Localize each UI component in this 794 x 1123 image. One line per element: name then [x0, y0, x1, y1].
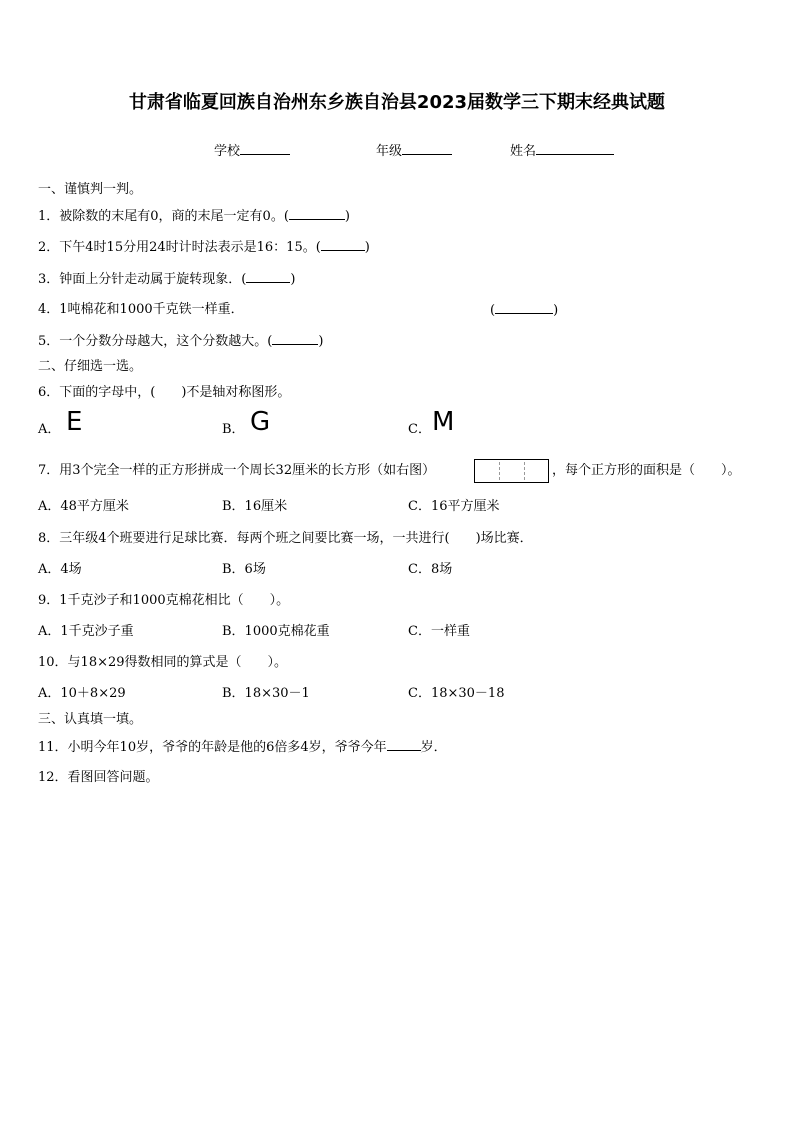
answer-blank-2[interactable]: [321, 238, 365, 251]
question-12: 12．看图回答问题。: [38, 770, 159, 785]
school-field: [214, 140, 290, 159]
q7-option-a[interactable]: A．48平方厘米: [38, 499, 129, 514]
answer-blank-5[interactable]: [272, 332, 318, 345]
question-10: 10．与18×29得数相同的算式是（ ）。: [38, 655, 288, 670]
section3-heading: 三、认真填一填。: [38, 712, 143, 727]
three-squares-rectangle-figure: [474, 459, 549, 483]
name-blank[interactable]: [536, 142, 614, 155]
q10-option-b[interactable]: B．18×30－1: [222, 686, 310, 701]
q8-option-a[interactable]: A．4场: [38, 562, 82, 577]
school-blank[interactable]: [240, 142, 290, 155]
question-6: 6．下面的字母中，( )不是轴对称图形。: [38, 385, 291, 400]
letter-e: E: [66, 407, 83, 437]
answer-blank-4[interactable]: [495, 301, 553, 314]
grade-label: 年级: [376, 144, 403, 159]
q8-option-c[interactable]: C．8场: [408, 562, 453, 577]
q7-option-b[interactable]: B．16厘米: [222, 499, 288, 514]
q9-option-a[interactable]: A．1千克沙子重: [38, 624, 134, 639]
answer-blank-3[interactable]: [246, 270, 290, 283]
q6-option-a[interactable]: A． E: [38, 407, 83, 437]
q8-option-b[interactable]: B．6场: [222, 562, 266, 577]
question-1: 1．被除数的末尾有0，商的末尾一定有0。( ): [38, 209, 350, 224]
question-11: 11．小明今年10岁，爷爷的年龄是他的6倍多4岁，爷爷今年 岁．: [38, 740, 447, 755]
question-5: 5．一个分数分母越大，这个分数越大。( ): [38, 334, 324, 349]
question-7-end: ，每个正方形的面积是（ ）。: [552, 463, 741, 478]
answer-blank-1[interactable]: [289, 207, 345, 220]
q7-option-c[interactable]: C．16平方厘米: [408, 499, 500, 514]
q6-option-c[interactable]: C． M: [408, 407, 455, 437]
school-label: 学校: [214, 144, 241, 159]
question-4: 4．1吨棉花和1000千克铁一样重．: [38, 302, 244, 317]
q9-option-c[interactable]: C．一样重: [408, 624, 470, 639]
question-9: 9．1千克沙子和1000克棉花相比（ ）。: [38, 593, 290, 608]
q10-option-c[interactable]: C．18×30－18: [408, 686, 505, 701]
section1-heading: 一、谨慎判一判。: [38, 182, 143, 197]
grade-blank[interactable]: [402, 142, 452, 155]
question-2: 2．下午4时15分用24时计时法表示是16：15。( ): [38, 240, 370, 255]
question-7: 7．用3个完全一样的正方形拼成一个周长32厘米的长方形（如右图）: [38, 463, 436, 478]
question-3: 3．钟面上分针走动属于旋转现象．( ): [38, 272, 296, 287]
q10-option-a[interactable]: A．10＋8×29: [38, 686, 126, 701]
question-8: 8．三年级4个班要进行足球比赛．每两个班之间要比赛一场，一共进行( )场比赛．: [38, 531, 533, 546]
question-4-answer: ( ): [490, 303, 559, 318]
name-label: 姓名: [510, 144, 537, 159]
letter-m: M: [432, 407, 455, 437]
section2-heading: 二、仔细选一选。: [38, 359, 143, 374]
letter-g: G: [250, 407, 271, 437]
answer-blank-11[interactable]: [387, 738, 421, 751]
q6-option-b[interactable]: B． G: [222, 407, 271, 437]
q9-option-b[interactable]: B．1000克棉花重: [222, 624, 330, 639]
name-field: [510, 140, 614, 159]
page-title: 甘肃省临夏回族自治州东乡族自治县2023届数学三下期末经典试题: [128, 92, 666, 113]
grade-field: [376, 140, 452, 159]
